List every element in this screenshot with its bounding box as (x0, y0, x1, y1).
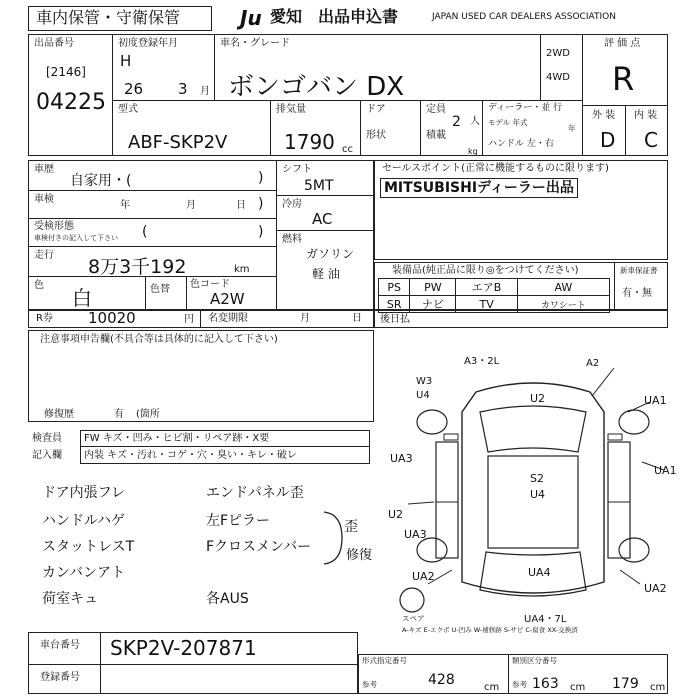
mileage-unit: km (234, 264, 250, 275)
displacement-label: 排気量 (276, 104, 306, 115)
shift-label: シフト (282, 164, 312, 175)
fuel-label: 燃料 (282, 234, 302, 245)
equip-tv: TV (456, 296, 517, 313)
diag-mark-u2-a: U2 (530, 392, 546, 405)
name-change-label: 名変期限 (208, 313, 248, 324)
capacity-label: 定員 (426, 104, 446, 115)
repair-label: 修復歴 (44, 409, 74, 420)
model-year-label: モデル 年式 (488, 118, 528, 127)
sales-point-value: MITSUBISHIディーラー出品 (380, 178, 578, 198)
inspection-close: ) (258, 196, 264, 212)
rating-label: 評 価 点 (604, 38, 641, 49)
diag-mark-ua1-a: UA1 (644, 394, 667, 407)
history-value: 自家用・( (70, 173, 132, 189)
chassis-value: SKP2V-207871 (110, 636, 257, 660)
remark-left-5: 荷室キュ (42, 591, 98, 607)
inspector-label: 検査員 (32, 433, 62, 444)
inspection-month: 月 (186, 200, 196, 211)
name-change-month: 月 (300, 313, 310, 324)
equip-aw: AW (517, 279, 609, 296)
handle-label: ハンドル 左・右 (488, 139, 554, 149)
shift-value: 5MT (304, 178, 334, 194)
remark-right-3: Fクロスメンバー (206, 539, 312, 555)
equip-navi: ナビ (410, 296, 456, 313)
repair-value: 有 (114, 409, 124, 420)
drive-4wd: 4WD (546, 72, 570, 83)
remark-left-2: ハンドルハゲ (42, 513, 126, 529)
inspection-day: 日 (236, 200, 246, 211)
fuel-diesel: 軽 油 (312, 267, 340, 281)
registration-month: 3 (178, 80, 188, 98)
capacity-unit: 人 (470, 116, 480, 127)
dims-length-unit: cm (484, 682, 500, 693)
brand-name: 愛知 (270, 7, 303, 26)
ac-label: 冷房 (282, 199, 302, 210)
mileage-value: 8万3千192 (88, 256, 187, 278)
dims-length: 428 (428, 672, 455, 688)
fw-row: FW キズ・凹み・ヒビ割・リペア跡・X要 (84, 433, 270, 444)
rating-interior-label: 内 装 (634, 110, 658, 121)
chassis-label: 車台番号 (40, 640, 80, 651)
type-value: ABF-SKP2V (128, 132, 228, 153)
new-car-warranty-label: 新車保証書 (620, 266, 658, 275)
load-unit: kg (468, 147, 478, 156)
inspection-label: 車検 (34, 194, 54, 205)
dims-width-label: 形式指定番号 (362, 656, 407, 665)
recycle-close: ) (258, 224, 264, 240)
inspector-fill-label: 記入欄 (32, 450, 62, 461)
history-label: 車歴 (34, 164, 54, 175)
diagram-legend: A-キズ E-エクボ U-凹み W-補修跡 S-サビ C-腐食 XX-交換済 (402, 626, 578, 634)
registration-no-label: 登録番号 (40, 672, 80, 683)
spare-label: スペア (402, 614, 425, 623)
dims-ref-label-2: 参考 (512, 680, 527, 689)
remark-right-2: 左Fピラー (206, 513, 271, 529)
recycle-open: ( (142, 224, 148, 240)
later-install-label: 後日払 (380, 314, 410, 325)
mileage-label: 走行 (34, 250, 54, 261)
ac-value: AC (312, 210, 333, 228)
notes-label: 注意事項申告欄(不具合等は具体的に記入して下さい) (40, 334, 278, 345)
diag-mark-ua1-b: UA1 (654, 464, 677, 477)
recycle-fee-row (28, 310, 374, 328)
equipment-label: 装備品(純正品に限り◎をつけてください) (392, 265, 579, 276)
equip-ps: PS (379, 279, 410, 296)
color-code-label: 色コード (190, 279, 230, 290)
remark-right-5: 各AUS (206, 591, 249, 607)
equip-pw: PW (410, 279, 456, 296)
sales-point-label: セールスポイント(正常に機能するものに限ります) (382, 163, 609, 174)
equip-airbag: エアB (456, 279, 517, 296)
drive-2wd: 2WD (546, 48, 570, 59)
bracket-note: 歪 (344, 519, 358, 535)
remark-left-3: スタットレスT (42, 539, 135, 555)
color-label: 色 (34, 280, 44, 291)
dims-class-label: 類別区分番号 (512, 656, 557, 665)
dealer-import-label: ディーラー・並 行 (488, 103, 563, 113)
registration-year: 26 (124, 80, 144, 98)
association-name: JAPAN USED CAR DEALERS ASSOCIATION (432, 12, 616, 22)
equip-seat: カワシート (517, 296, 609, 313)
rating-value: R (612, 60, 635, 98)
diag-mark-ua3-a: UA3 (390, 452, 413, 465)
remark-right-1: エンドパネル歪 (206, 485, 304, 501)
recycle-note: 車検付きの記入して下さい (34, 234, 118, 242)
recycle-fee-unit: 円 (184, 314, 194, 325)
dims-width: 163 (532, 676, 559, 692)
remark-left-1: ドア内張フレ (42, 485, 126, 501)
recycle-label: 受検形態 (34, 221, 74, 232)
diag-mark-ua3-b: UA3 (404, 528, 427, 541)
name-change-day: 日 (352, 313, 362, 324)
diag-mark-u4-b: U4 (530, 488, 546, 501)
lot-bracket-no: [2146] (46, 65, 86, 79)
model-year-unit: 年 (568, 124, 576, 133)
recycle-fee-label: R券 (36, 313, 53, 324)
registration-era: H (120, 52, 132, 70)
load-label: 積載 (426, 130, 446, 141)
sales-point-block (374, 160, 668, 260)
dims-height-unit: cm (650, 682, 666, 693)
doors-shape-label: 形状 (366, 130, 386, 141)
dims-height: 179 (612, 676, 639, 692)
dims-ref-label-1: 参考 (362, 680, 377, 689)
type-label: 型式 (118, 104, 138, 115)
diag-mark-s2: S2 (530, 472, 544, 485)
recycle-fee-value: 10020 (88, 309, 136, 327)
equipment-grid (378, 278, 610, 313)
rating-exterior-label: 外 装 (592, 110, 616, 121)
lot-number: 04225 (36, 90, 106, 115)
brand-logo: Ju (240, 6, 262, 30)
color-value: 白 (72, 286, 92, 310)
diag-mark-w3: W3 (416, 376, 433, 387)
diag-mark-a2: A2 (586, 358, 600, 369)
diag-mark-a32l: A3・2L (464, 356, 500, 367)
diag-mark-ua2-b: UA2 (644, 582, 667, 595)
model-label: 車名・グレード (220, 38, 290, 49)
color-code-value: A2W (210, 290, 245, 308)
repair-place: (箇所 (136, 409, 160, 420)
storage-label: 車内保管・守衛保管 (36, 8, 181, 27)
fuel-gasoline: ガソリン (306, 247, 355, 261)
displacement-value: 1790 (284, 130, 335, 154)
equip-sr: SR (379, 296, 410, 313)
diag-mark-u2-b: U2 (388, 508, 404, 521)
history-close: ) (258, 170, 264, 186)
dims-width-unit: cm (570, 682, 586, 693)
inspection-year: 年 (120, 200, 130, 211)
remark-left-4: カンバンアト (42, 565, 126, 581)
color-change-label: 色替 (150, 284, 170, 295)
remarks-bracket (320, 508, 350, 568)
doors-label: ドア (366, 104, 386, 115)
lot-label: 出品番号 (34, 38, 74, 49)
diag-mark-ua2-a: UA2 (412, 570, 435, 583)
displacement-unit: cc (342, 144, 353, 155)
registration-label: 初度登録年月 (118, 38, 178, 49)
model-value: ボンゴバン DX (228, 72, 405, 102)
rating-interior-value: C (644, 128, 658, 152)
registration-month-unit: 月 (200, 86, 210, 97)
rating-exterior-value: D (600, 128, 616, 152)
interior-row: 内装 キズ・汚れ・コゲ・穴・臭い・キレ・破レ (84, 450, 297, 461)
diag-mark-ua4: UA4 (528, 566, 551, 579)
form-title: 出品申込書 (318, 7, 399, 26)
later-install-block (374, 310, 668, 328)
diag-mark-ua47l: UA4・7L (524, 614, 567, 625)
new-car-warranty-value: 有・無 (622, 288, 652, 299)
bracket-note-2: 修復 (346, 548, 373, 563)
capacity-value: 2 (452, 114, 461, 130)
diag-mark-u4-a: U4 (416, 390, 430, 401)
